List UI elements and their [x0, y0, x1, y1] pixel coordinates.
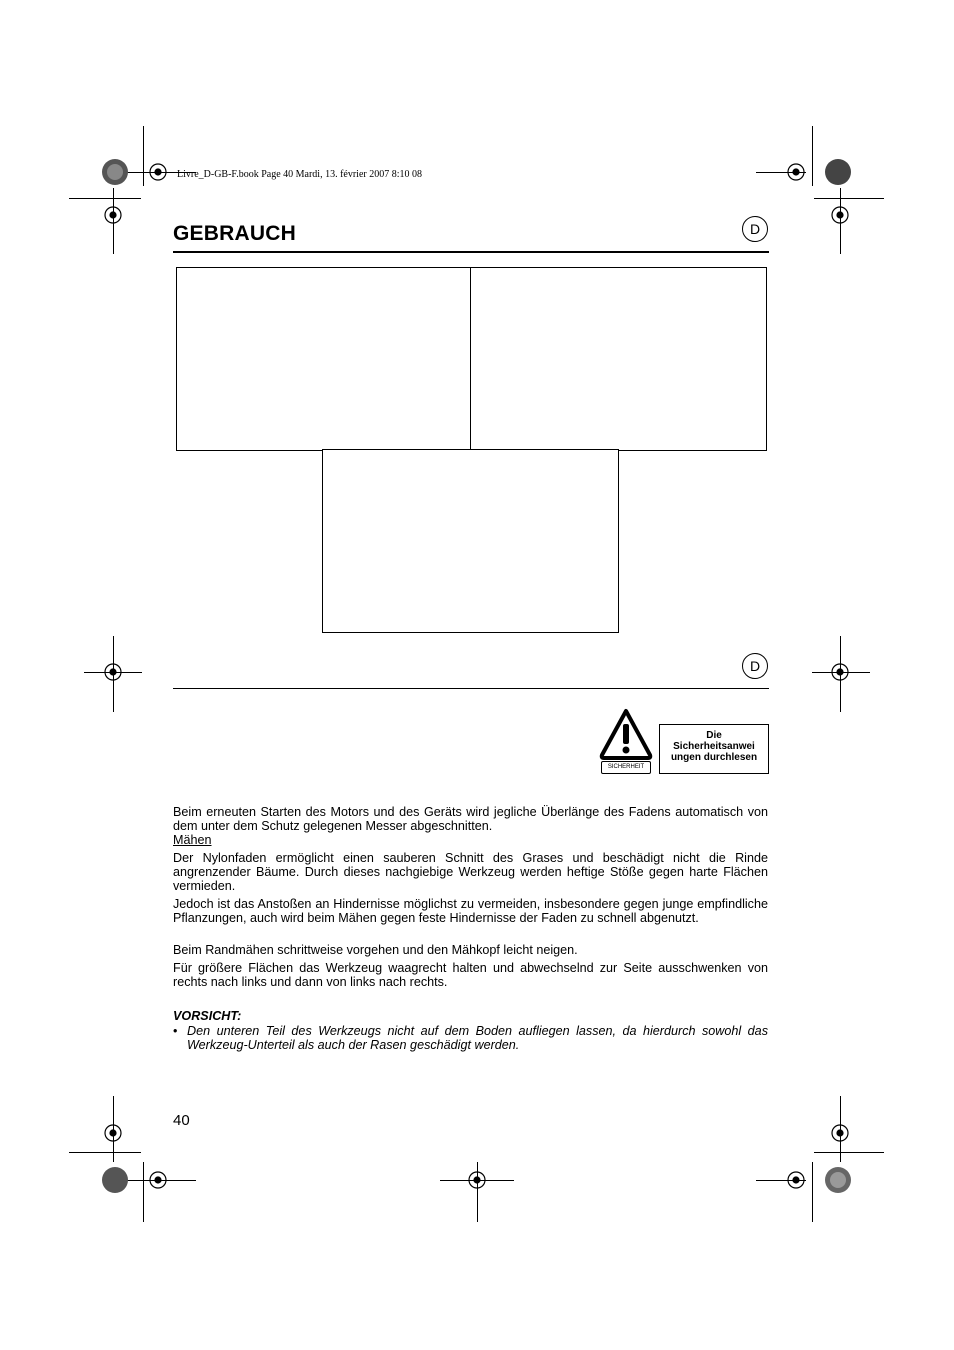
caution-label: VORSICHT:	[173, 1009, 242, 1023]
illustration-panel-mowing-sweep	[322, 449, 619, 633]
language-badge: D	[742, 216, 768, 242]
safety-notice-box	[659, 724, 769, 774]
subheading-maehen: Mähen	[173, 833, 212, 847]
page-number: 40	[173, 1112, 190, 1129]
paragraph-edging: Beim Randmähen schrittweise vorgehen und den Mähkopf leicht neigen.	[173, 943, 578, 957]
illustration-panel-wall-edging	[176, 267, 472, 451]
section-rule	[173, 688, 769, 689]
safety-notice-line: Die	[706, 730, 722, 741]
print-header: Livre_D-GB-F.book Page 40 Mardi, 13. février 2007 8:10 08	[177, 169, 422, 180]
title-rule	[173, 251, 769, 253]
paragraph-obstacles: Jedoch ist das Anstoßen an Hindernisse möglichst zu vermeiden, insbesondere gegen junge empfindliche Pflanzungen, auch wird beim Mähen gegen feste Hindernisse der Faden zu schnell abgenutzt.	[173, 897, 768, 925]
safety-notice-line: Sicherheitsanwei	[673, 741, 755, 752]
warning-triangle-icon	[599, 708, 653, 760]
safety-notice-line: ungen durchlesen	[670, 752, 758, 763]
paragraph-nylon: Der Nylonfaden ermöglicht einen sauberen Schnitt des Grases und beschädigt nicht die Rinde angrenzender Bäume. Durch dieses nachgiebige Werkzeug werden heftige Stöße gegen harte Flächen vermieden.	[173, 851, 768, 893]
paragraph-large-areas: Für größere Flächen das Werkzeug waagrecht halten und abwechselnd zur Seite ausschwenken von rechts nach links und dann von links nach rechts.	[173, 961, 768, 989]
paragraph-restart: Beim erneuten Starten des Motors und des Geräts wird jegliche Überlänge des Fadens automatisch von dem unter dem Schutz gelegenen Messer abgeschnitten.	[173, 805, 768, 833]
safety-label: SICHERHEIT	[601, 761, 651, 774]
page-title: GEBRAUCH	[173, 222, 296, 245]
illustration-panel-tree-edging	[470, 267, 767, 451]
language-badge-lower: D	[742, 653, 768, 679]
caution-text: Den unteren Teil des Werkzeugs nicht auf dem Boden aufliegen lassen, da hierdurch sowohl das Werkzeug-Unterteil als auch der Rasen geschädigt werden.	[187, 1024, 768, 1052]
bullet-marker: •	[173, 1024, 178, 1038]
